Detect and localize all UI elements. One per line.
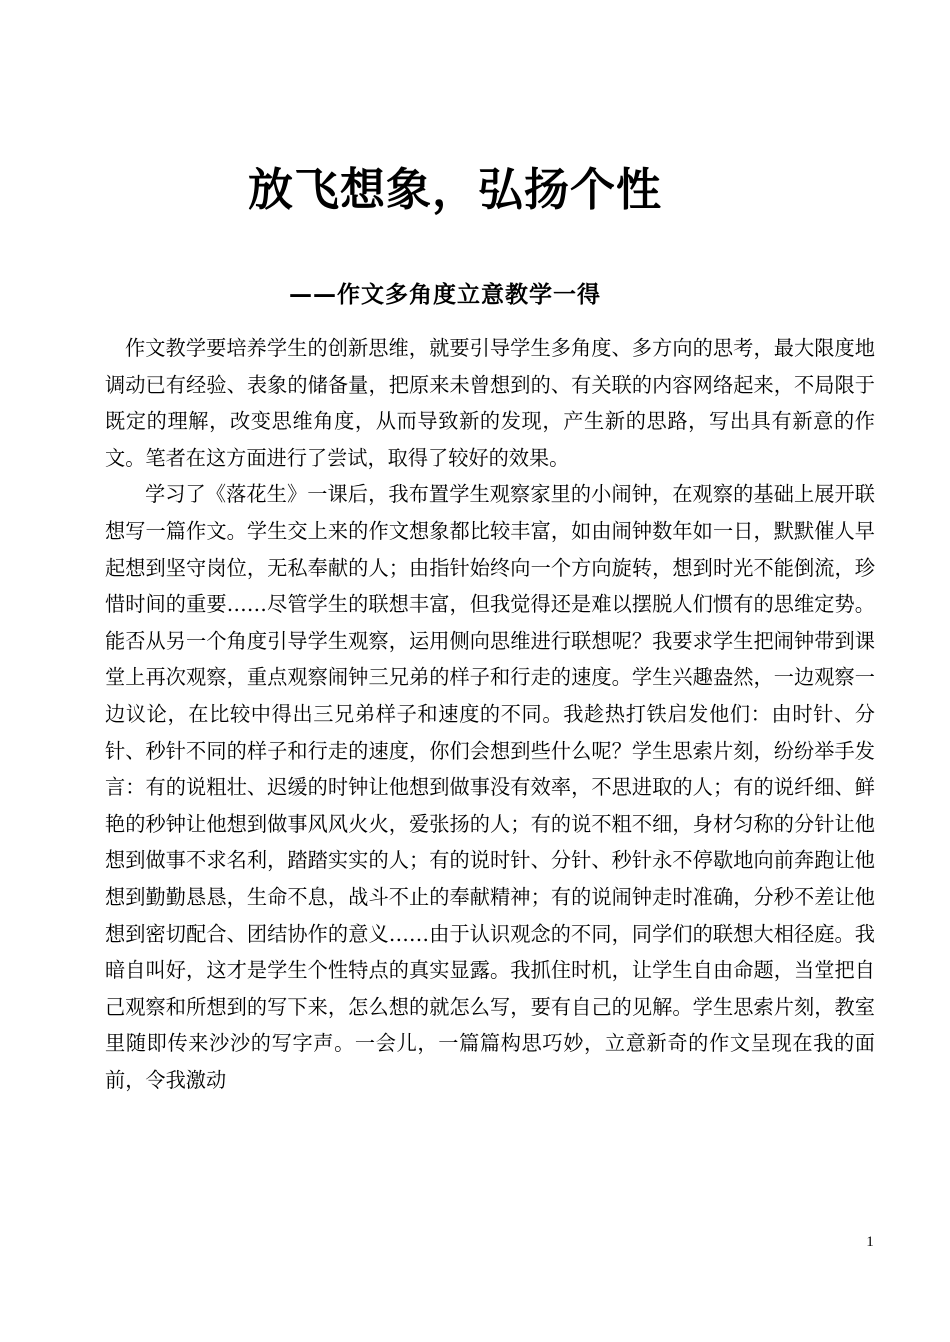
page-number: 1 — [866, 1234, 874, 1250]
document-title: 放飞想象，弘扬个性 — [247, 163, 662, 216]
paragraph-lesson: 学习了《落花生》一课后，我布置学生观察家里的小闹钟，在观察的基础上展开联想写一篇作文。学生交上来的作文想象都比较丰富，如由闹钟数年如一日，默默催人早起想到坚守岗位，无私奉献的人；由指针始终向一个方向旋转，想到时光不能倒流，珍惜时间的重要……尽管学生的联想丰富，但我觉得还是难以摆脱人们惯有的思维定势。能否从另一个角度引导学生观察，运用侧向思维进行联想呢？我要求学生把闹钟带到课堂上再次观察，重点观察闹钟三兄弟的样子和行走的速度。学生兴趣盎然，一边观察一边议论，在比较中得出三兄弟样子和速度的不同。我趁热打铁启发他们：由时针、分针、秒针不同的样子和行走的速度，你们会想到些什么呢？学生思索片刻，纷纷举手发言：有的说粗壮、迟缓的时钟让他想到做事没有效率，不思进取的人；有的说纤细、鲜艳的秒钟让他想到做事风风火火，爱张扬的人；有的说不粗不细，身材匀称的分针让他想到做事不求名利，踏踏实实的人；有的说时针、分针、秒针永不停歇地向前奔跑让他想到勤勤恳恳，生命不息，战斗不止的奉献精神；有的说闹钟走时准确，分秒不差让他想到密切配合、团结协作的意义……由于认识观念的不同，同学们的联想大相径庭。我暗自叫好，这才是学生个性特点的真实显露。我抓住时机，让学生自由命题，当堂把自己观察和所想到的写下来，怎么想的就怎么写，要有自己的见解。学生思索片刻，教室里随即传来沙沙的写字声。一会儿，一篇篇构思巧妙，立意新奇的作文呈现在我的面前，令我激动 — [105, 482, 875, 1092]
document-subtitle: ——作文多角度立意教学一得 — [289, 282, 601, 308]
document-body — [105, 330, 875, 1098]
paragraph-intro: 作文教学要培养学生的创新思维，就要引导学生多角度、多方向的思考，最大限度地调动已有经验、表象的储备量，把原来未曾想到的、有关联的内容网络起来，不局限于既定的理解，改变思维角度，从而导致新的发现，产生新的思路，写出具有新意的作文。笔者在这方面进行了尝试，取得了较好的效果。 — [105, 336, 875, 470]
